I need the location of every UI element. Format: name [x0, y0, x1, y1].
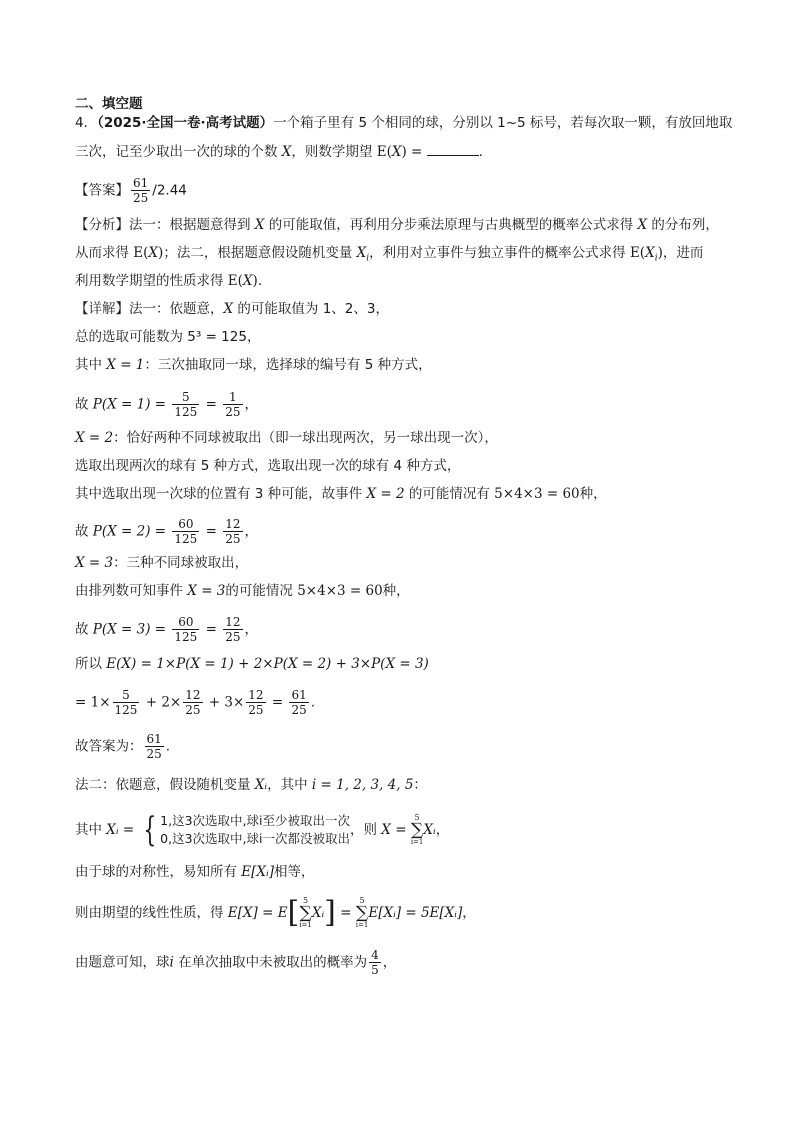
detail-line-12: 所以 E(X) = 1×P(X = 1) + 2×P(X = 2) + 3×P(X = 3) [75, 656, 429, 672]
question-source: （2025·全国一卷·高考试题） [97, 115, 274, 131]
question-number: 4． [75, 115, 98, 131]
detail-line-4: 故 P(X = 1) = $\frac{5}{125}$ = $\frac{1}{25}$ ， [75, 390, 258, 419]
analysis-line-2: 从而求得 E(X)；法二，根据题意假设随机变量 $X_i$，利用对立事件与独立事件的概率公式求得 $E(X_i)$，进而 [75, 245, 704, 264]
answer-blank [427, 143, 479, 156]
detail-line-13: = 1× $\frac{5}{125}$ + 2× $\frac{12}{25}$ + 3× $\frac{12}{25}$ = $\frac{61}{25}$ . [75, 688, 316, 717]
answer-alt: /2.44 [152, 182, 187, 199]
detail-line-18: 则由期望的线性性质，得 E[X] = E[ 5 ∑ i=1 Xᵢ] = 5 ∑ i=1 E[Xᵢ] = 5E[Xᵢ]， [75, 895, 476, 930]
question-line-2: 三次，记至少取出一次的球的个数 X，则数学期望 E(X) = . [75, 144, 483, 160]
analysis-line-1: 【分析】法一：根据题意得到 X 的可能取值，再利用分步乘法原理与古典概型的概率公式求得 X 的分布列， [75, 217, 719, 233]
analysis-label: 【分析】 [75, 217, 129, 233]
detail-line-7: 其中选取出现一次球的位置有 3 种可能，故事件 X = 2 的可能情况有 5×4×3 = 60种， [75, 486, 607, 502]
detail-line-10: 由排列数可知事件 X = 3的可能情况 5×4×3 = 60种， [75, 583, 410, 599]
detail-line-2: 总的选取可能数为 5³ = 125， [75, 329, 261, 345]
summation-symbol: 5 ∑ i=1 [410, 813, 424, 846]
detail-line-9: X = 3：三种不同球被取出， [75, 555, 249, 571]
case-brace: { [142, 810, 156, 850]
question-line-1: 4．（2025·全国一卷·高考试题）一个箱子里有 5 个相同的球，分别以 1~5 标号，若每次取一颗，有放回地取 [75, 115, 733, 131]
detail-line-6: 选取出现两次的球有 5 种方式，选取出现一次的球有 4 种方式， [75, 458, 461, 474]
case-definition: 1,这3次选取中,球i至少被取出一次 0,这3次选取中,球i一次都没被取出 [160, 813, 350, 846]
analysis-line-3: 利用数学期望的性质求得 E(X). [75, 273, 263, 289]
detail-line-5: X = 2：恰好两种不同球被取出（即一球出现两次，另一球出现一次）， [75, 430, 498, 446]
detail-line-19: 由题意可知，球i 在单次抽取中未被取出的概率为 $\frac{4}{5}$ ， [75, 948, 397, 977]
detail-line-8: 故 P(X = 2) = $\frac{60}{125}$ = $\frac{12}{25}$ ， [75, 517, 258, 546]
detail-line-1: 【详解】法一：依题意，X 的可能取值为 1、2、3， [75, 301, 389, 317]
answer-line [75, 176, 734, 205]
detail-label: 【详解】 [75, 301, 129, 317]
detail-line-16: 其中 Xᵢ = { 1,这3次选取中,球i至少被取出一次 0,这3次选取中,球i一次都没被取出 ，则 X = 5 ∑ i=1 Xᵢ， [75, 810, 450, 850]
detail-line-11: 故 P(X = 3) = $\frac{60}{125}$ = $\frac{12}{25}$ ， [75, 615, 258, 644]
detail-line-15: 法二：依题意，假设随机变量 Xᵢ，其中 i = 1, 2, 3, 4, 5： [75, 777, 427, 793]
answer-label: 【答案】 [75, 182, 129, 199]
detail-line-3: 其中 X = 1：三次抽取同一球，选择球的编号有 5 种方式， [75, 357, 432, 373]
section-title: 二、填空题 [75, 96, 143, 112]
detail-line-14: 故答案为： $\frac{61}{25}$ . [75, 732, 171, 761]
detail-line-17: 由于球的对称性，易知所有 E[Xᵢ]相等， [75, 864, 315, 880]
answer-fraction: $\frac{61}{25}$ [133, 176, 149, 205]
